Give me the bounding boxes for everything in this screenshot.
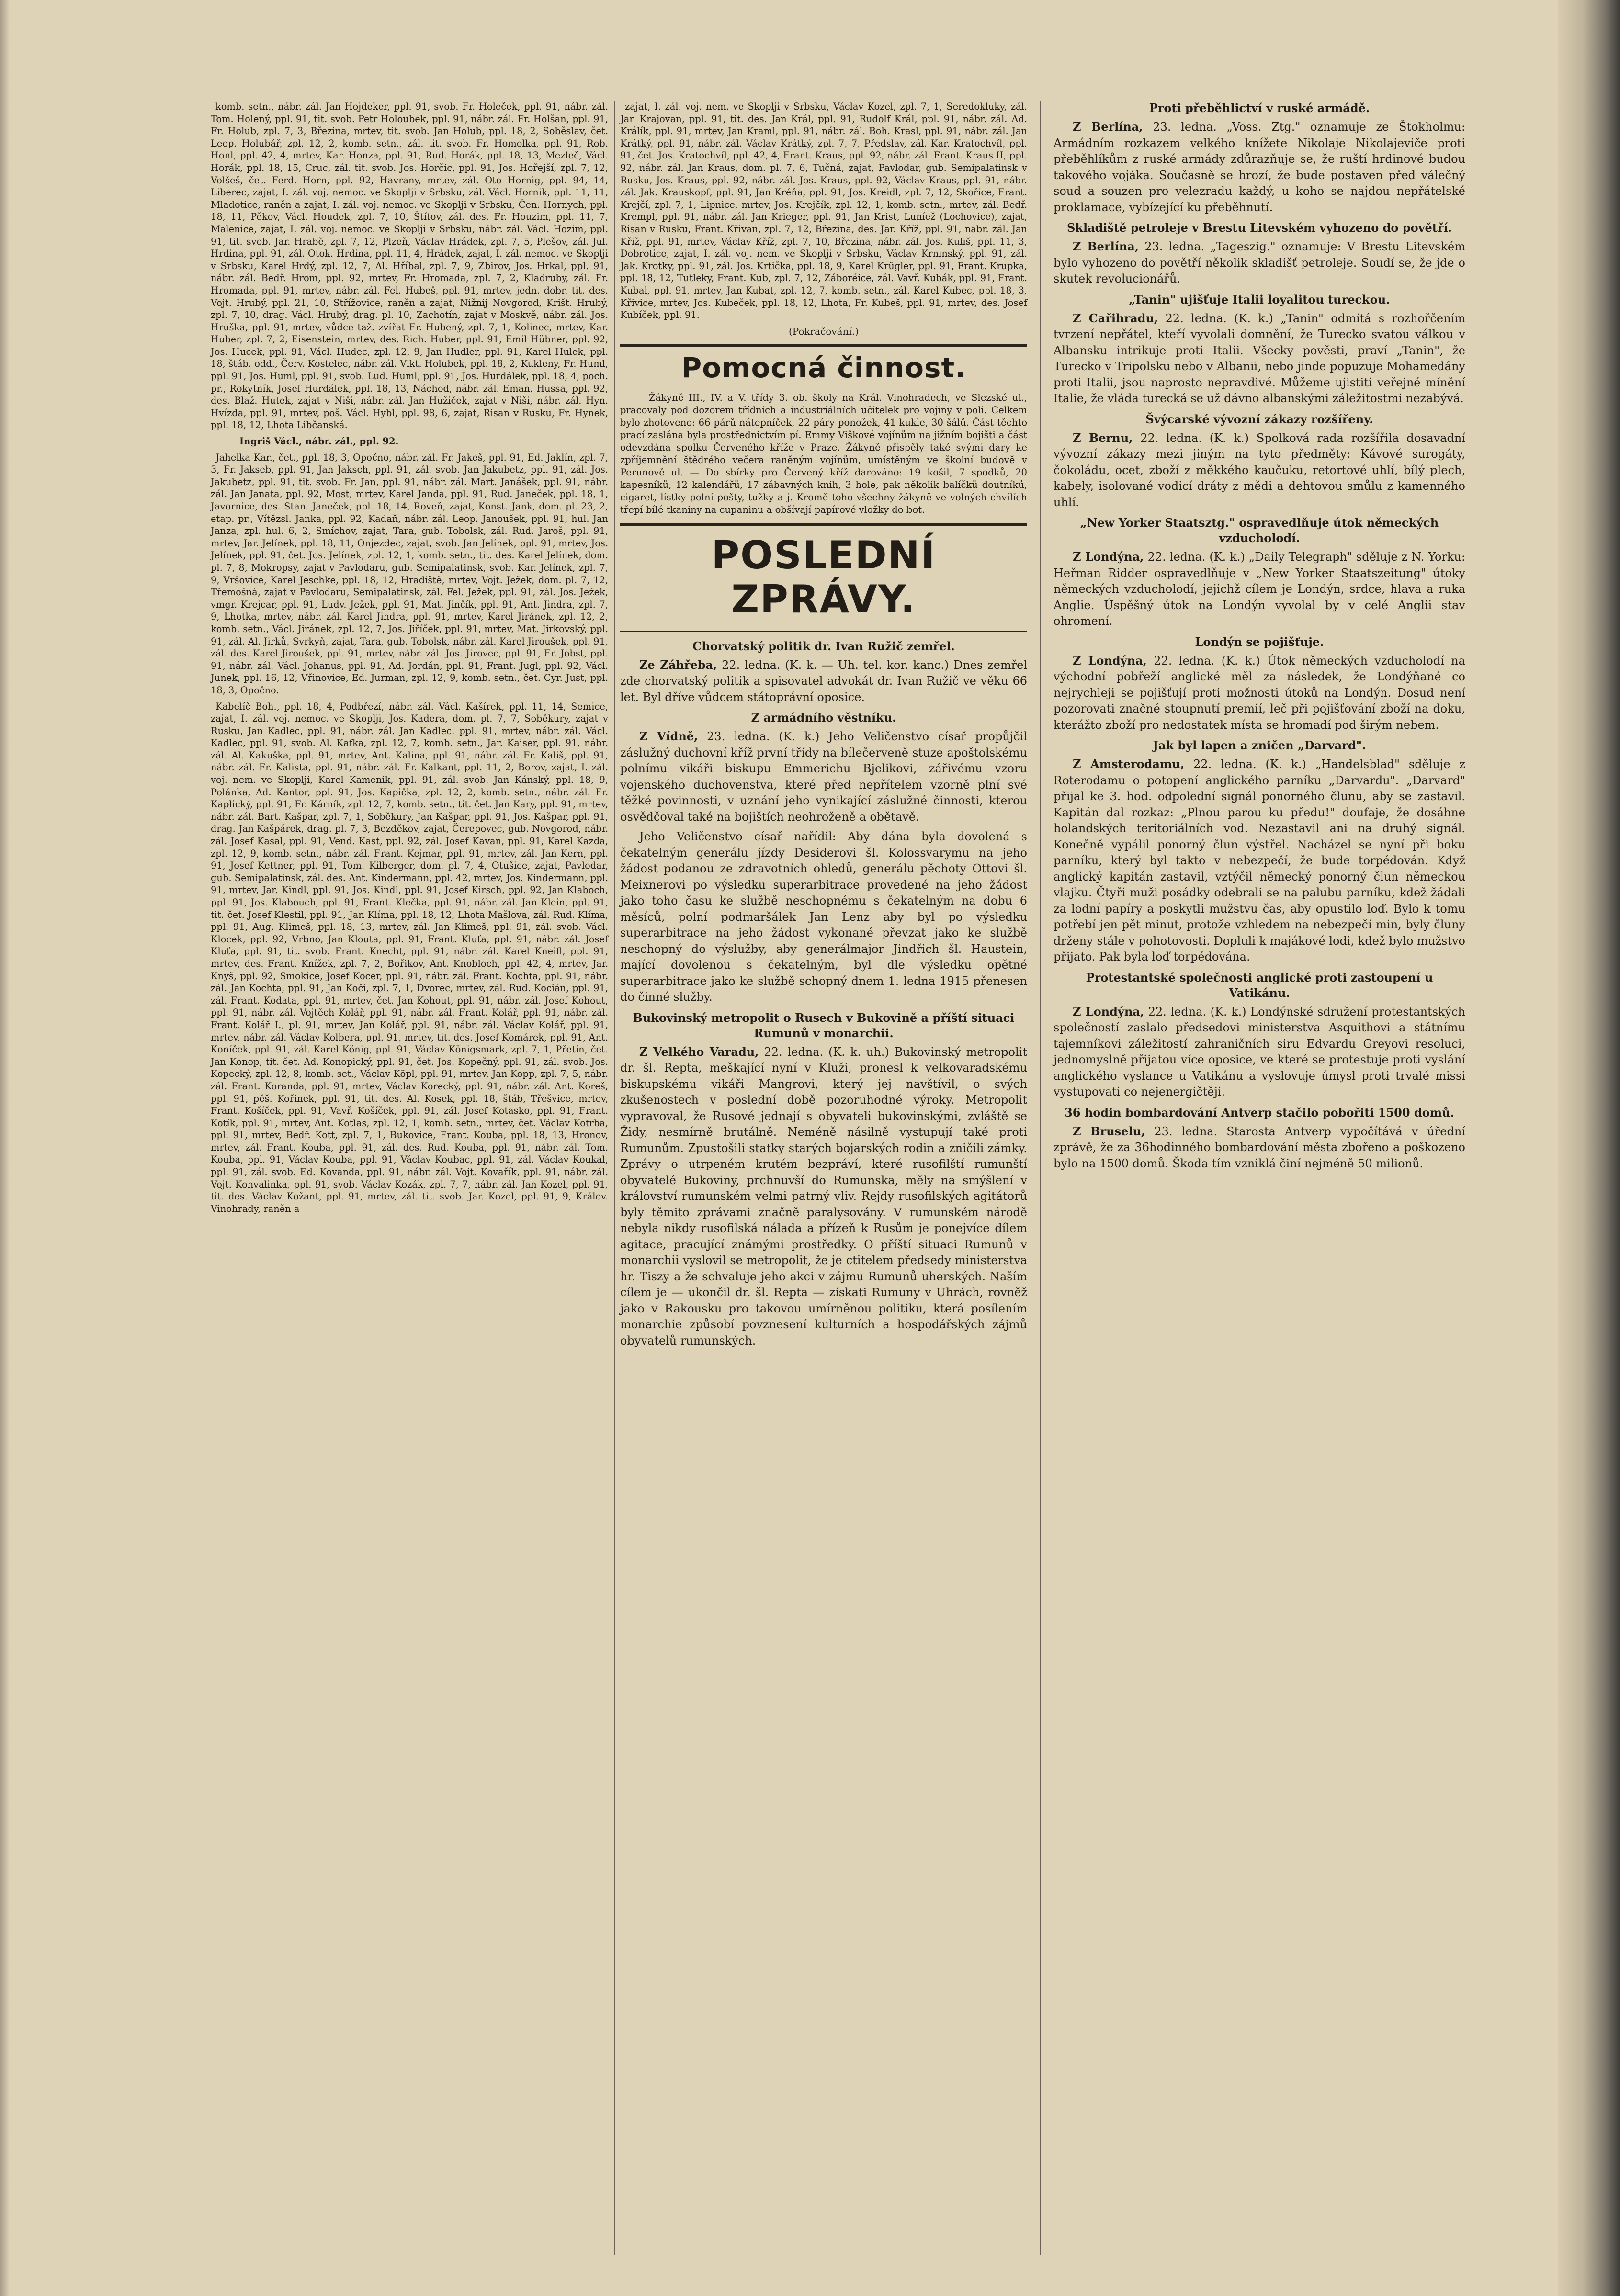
article-heading-newyorker: „New Yorker Staatsztg." ospravedlňuje útok německých vzducholodí. bbox=[1080, 516, 1439, 545]
dateline: Z Cařihradu, bbox=[1073, 311, 1158, 325]
dateline: Z Londýna, bbox=[1073, 550, 1144, 564]
divider-thick bbox=[620, 344, 1027, 347]
article-text-bukovina bbox=[620, 1044, 1027, 1349]
article-heading-londyn: Londýn se pojišťuje. bbox=[1195, 634, 1324, 649]
pomocna-cinnost-title: Pomocná činnost. bbox=[681, 351, 966, 384]
article-text-darvard bbox=[1054, 756, 1465, 965]
article-heading-prebehlictvi: Proti přeběhlictví v ruské armádě. bbox=[1149, 101, 1370, 115]
casualty-list-j: Jahelka Kar., čet., ppl. 18, 3, Opočno, nábr. zál. Fr. Jakeš, ppl. 91, Ed. Jaklín, zpl. 7, 3, Fr. Jakseb, ppl. 91, Jan Jaksch, ppl. 91, zál. svob. Jan Jakubetz, ppl. 91, zál. Jos. Jakubetz, ppl. 91, tit. svob. Fr. Jan, ppl. 91, nábr. zál. Mart. Janášek, ppl. 91, nábr. zál. Jan Janata, ppl. 92, Most, mrtev, Karel Janda, ppl. 91, Rud. Janeček, ppl. 18, 1, Javornice, des. Stan. Janeček, ppl. 18, 14, Roveň, zajat, Konst. Jank, dom. pl. 23, 2, etap. pr., Vítězsl. Janka, ppl. 92, Kadaň, nábr. zál. Leop. Janoušek, ppl. 91, hul. Jan Janza, zpl. hul. 6, 2, Smíchov, zajat, Tara, gub. Tobolsk, zál. Rud. Jaroš, ppl. 91, mrtev, Jar. Jelínek, ppl. 18, 11, Onjezdec, zajat, svob. Jan Jelínek, ppl. 91, mrtev, Jos. Jelínek, ppl. 91, čet. Jos. Jelínek, zpl. 12, 1, komb. setn., tit. des. Karel Jelínek, dom. pl. 7, 8, Mokropsy, zajat v Pavlodaru, gub. Semipalatinsk, svob. Kar. Jelínek, zpl. 7, 9, Vršovice, Karel Jeschke, ppl. 18, 12, Hradiště, mrtev, Vojt. Ježek, dom. pl. 7, 12, Třemošná, zajat v Pavlodaru, Semipalatinsk, zál. Fel. Ježek, ppl. 91, zál. Jos. Ježek, vmgr. Krejcar, ppl. 91, Ludv. Ježek, ppl. 91, Mat. Jinčík, ppl. 91, Ant. Jindra, zpl. 7, 9, Lhotka, mrtev, nábr. zál. Karel Jindra, ppl. 91, mrtev, Karel Jiránek, zpl. 12, 2, komb. setn., Václ. Jiránek, zpl. 12, 7, Jos. Jiříček, ppl. 91, mrtev, Mat. Jirkovský, ppl. 91, zál. Al. Jirků, Svrkyň, zajat, Tara, gub. Tobolsk, nábr. zál. Karel Jiroušek, ppl. 91, zál. des. Karel Jiroušek, ppl. 91, mrtev, nábr. zál. Jos. Jirovec, ppl. 91, Fr. Jobst, ppl. 91, nábr. zál. Václ. Johanus, ppl. 91, Ad. Jordán, ppl. 91, Frant. Jugl, ppl. 92, Václ. Junek, ppl. 16, 12, Vřinovice, Ed. Jurman, zpl. 12, 9, komb. setn., čet. Cyr. Just, ppl. 18, 3, Opočno. bbox=[211, 452, 608, 696]
continuation-note: (Pokračování.) bbox=[789, 325, 859, 337]
article-body: 22. ledna. (K. k. uh.) Bukovinský metropolit dr. šl. Repta, meškající nyní v Kluži, pronesl k velkovaradskému biskupskému vikáři Mangrovi, který jej navštívil, o svých zkušenostech v poslední době pozoruhodné výroky. Metropolit vypravoval, že Rusové jednají s obyvateli bukovinskými, zvláště se Židy, nesmírně brutálně. Neméně násilně vystupují také proti Rumunům. Zpustošili statky starých bojarských rodin a zničili zámky. Zprávy o utrpeném krutém bezpráví, které rusofilští rumunští obyvatelé Bukoviny, prchnuvší do Rumunska, měly na smýšlení v království rumunském velmi patrný vliv. Rejdy rusofilských agitátorů byly těmito zprávami značně paralysovány. V rumunském národě nebyla nikdy rusofilská nálada a přízeň k Rusům je ponejvíce dílem agitace, pracující známými prostředky. O příští situaci Rumunů v monarchii vyslovil se metropolit, že je ctitelem předsedy ministerstva hr. Tiszy a že schvaluje jeho akci v zájmu Rumunů uherských. Naším cílem je — ukončil dr. šl. Repta — získati Rumuny v Uhrách, rovněž jako v Rakousku pro takovou umírněnou politiku, která posílením monarchie způsobí povznesení kulturních a hospodářských zájmů obyvatelů rumunských. bbox=[620, 1045, 1027, 1347]
article-body: 22. ledna. (K. k.) „Daily Telegraph" sděluje z N. Yorku: Heřman Ridder ospravedlňuje v „New Yorker Staatszeitung" útoky německých vzducholodí, jejichž cílem je Londýn, srdce, hlava a ruka Anglie. Úspěšný útok na Londýn vyvolal by v celé Anglii stav ohromení. bbox=[1054, 550, 1465, 628]
dateline: Ze Záhřeba, bbox=[639, 657, 717, 672]
dateline: Z Berlína, bbox=[1073, 239, 1139, 253]
article-text-vestnik-2: Jeho Veličenstvo císař nařídil: Aby dána byla dovolená s čekatelným generálu jízdy Desiderovi šl. Kolossvarymu na jeho žádost podanou ze zdravotních ohledů, generálu pěchoty Ottovi šl. Meixnerovi po výsledku superarbitrace provedené na jeho žádost jako toho času ke službě neschopnému s čekatelným na dobu 6 měsíců, polní podmaršálek Jan Lenz aby byl po výsledku superarbitrace na jeho žádost vykonané převzat jako ke službě neschopný do výslužby, aby generálmajor Jindřich šl. Haustein, mající dovolenou s čekatelným, byl dle výsledku opětné superarbitrace jako ke službě schopný dnem 1. ledna 1915 přenesen do činné služby. bbox=[620, 830, 1027, 1004]
column-divider-1 bbox=[614, 101, 615, 2255]
article-body: 22. ledna. (K. k.) Útok německých vzducholodí na východní pobřeží anglické měl za následek, že Londýňané co nejrychleji se pojišťují proti možnosti útoků na Londýn. Dosud není pozorovati značné stoupnutí premií, leč při pojišťování zboží na doku, kterážto zboží pro nedostatek místa se hromadí pod širým nebem. bbox=[1054, 654, 1465, 732]
page-left-edge bbox=[0, 0, 10, 2296]
article-body: 22. ledna. (K. k. — Uh. tel. kor. kanc.) Dnes zemřel zde chorvatský politik a spisovatel advokát dr. Ivan Ružič ve věku 66 let. Byl dříve vůdcem státoprávní oposice. bbox=[620, 658, 1028, 704]
article-body: 23. ledna. „Voss. Ztg." oznamuje ze Štokholmu: Armádním rozkazem velkého knížete Nikolaje Nikolajeviče proti přeběhlíkům z ruské armády zdůrazňuje se, že ruští hrdinové budou takového vojáka. Současně se hrozí, že bude postaven před válečný soud a souzen pro velezradu každý, u koho se najdou nepřátelské proklamace, vybízející ku přeběhnutí. bbox=[1054, 120, 1465, 214]
dateline: Z Berlína, bbox=[1073, 120, 1143, 134]
dateline: Z Amsterodamu, bbox=[1073, 757, 1185, 771]
article-text-svycarsko bbox=[1054, 430, 1465, 511]
casualty-list-k-continued: zajat, I. zál. voj. nem. ve Skoplji v Srbsku, Václav Kozel, zpl. 7, 1, Seredokluky, zál. Jan Krajovan, ppl. 91, tit. des. Jan Král, ppl. 91, Rudolf Král, ppl. 91, nábr. zál. Ad. Králík, ppl. 91, mrtev, Jan Kraml, ppl. 91, nábr. zál. Boh. Krasl, ppl. 91, nábr. zál. Jan Krátký, ppl. 91, nábr. zál. Václav Krátký, zpl. 7, 7, Předslav, zál. Kar. Kratochvíl, ppl. 91, čet. Jos. Kratochvíl, ppl. 42, 4, Frant. Kraus, ppl. 92, nábr. zál. Frant. Kraus II, ppl. 92, nábr. zál. Jan Kraus, dom. pl. 7, 6, Tučná, zajat, Pavlodar, gub. Semipalatinsk v Rusku, Jos. Kraus, ppl. 92, nábr. zál. Jos. Kraus, ppl. 92, Václav Kraus, ppl. 91, nábr. zál. Jak. Krauskopf, ppl. 91, Jan Kréňa, ppl. 91, Jos. Kreidl, zpl. 7, 12, Skořice, Frant. Krejčí, zpl. 7, 1, Lipnice, mrtev, Jos. Krejčík, zpl. 12, 1, komb. setn., mrtev, zál. Bedř. Krempl, ppl. 91, nábr. zál. Jan Krieger, ppl. 91, Jan Krist, Luníež (Lochovice), zajat, Risan v Rusku, Frant. Křivan, zpl. 7, 12, Březina, des. Jar. Kříž, ppl. 91, nábr. zál. Jan Kříž, ppl. 91, mrtev, Václav Kříž, zpl. 7, 10, Březina, nábr. zál. Jos. Kuliš, ppl. 11, 3, Dobrotice, zajat, I. zál. voj. nem. ve Skoplji v Srbsku, Václav Krninský, ppl. 91, zál. Jak. Krotky, ppl. 91, zál. Jos. Krtička, ppl. 18, 9, Karel Krügler, ppl. 91, Frant. Krupka, ppl. 18, 12, Tutleky, Frant. Kub, zpl. 7, 12, Záboréice, zál. Vavř. Kubák, ppl. 91, Frant. Kubal, ppl. 91, mrtev, Jan Kubat, zpl. 12, 7, komb. setn., zál. Karel Kubec, ppl. 18, 3, Křivice, mrtev, Jos. Kubeček, ppl. 18, 12, Lhota, Fr. Kubeš, ppl. 91, mrtev, des. Josef Kubíček, ppl. 91. bbox=[620, 101, 1027, 321]
article-text-antverpy bbox=[1054, 1123, 1465, 1172]
posledni-zpravy-title: POSLEDNÍ ZPRÁVY. bbox=[711, 532, 936, 622]
dateline: Z Velkého Varadu, bbox=[639, 1044, 759, 1059]
dateline: Z Bruselu, bbox=[1073, 1124, 1145, 1138]
pomocna-cinnost-box bbox=[620, 351, 1027, 516]
column-2 bbox=[620, 101, 1027, 1353]
article-heading-svycarsko: Švýcarské vývozní zákazy rozšířeny. bbox=[1145, 412, 1373, 426]
article-body: 23. ledna. „Tageszig." oznamuje: V Brestu Litevském bylo vyhozeno do povětří několik skladišť petroleje. Soudí se, že jde o skutek revolucionářů. bbox=[1054, 240, 1465, 285]
article-text-brest bbox=[1054, 238, 1465, 287]
casualty-list-i: Ingriš Václ., nábr. zál., ppl. 92. bbox=[239, 436, 399, 447]
article-body: 23. ledna. (K. k.) Jeho Veličenstvo císař propůjčil záslužný duchovní kříž první třídy na bílečerveně stuze apoštolskému polnímu vikáři biskupu Emmerichu Bjelikovi, zářivému vzoru vojenského duchovenstva, které před nepřítelem vzorně plní své těžké povinnosti, v uznání jeho vynikající záslužné činnosti, kterou osvědčoval také na bojištích neohroženě a obětavě. bbox=[620, 730, 1027, 824]
dateline: Z Bernu, bbox=[1073, 430, 1133, 445]
article-text-vatikan bbox=[1054, 1004, 1465, 1100]
article-heading-bukovina: Bukovinský metropolit o Rusech v Bukovině a příští situaci Rumunů v monarchii. bbox=[633, 1010, 1015, 1040]
column-3 bbox=[1054, 101, 1465, 1176]
article-heading-ruzic: Chorvatský politik dr. Ivan Ružič zemřel. bbox=[692, 639, 955, 653]
article-body: 22. ledna. (K. k.) „Handelsblad" sděluje z Roterodamu o potopení anglického parníku „Darvardu". „Darvard" přijal ke 3. hod. odpolední signál ponorného člunu, aby se zastavil. Kapitán dal rozkaz: „Plnou parou ku předu!" doufaje, že dosáhne holandských teritoriálních vod. Nezastavil ani na druhý signál. Konečně vypálil ponorný člun výstřel. Nacházel se nyní při boku parníku, který byl takto v nebezpečí, že bude torpédován. Když anglický kapitán zastavil, vztýčil německý ponorný člun německou vlajku. Čtyři muži posádky odebrali se na palubu parníku, kdež žádali za lodní papíry a poskytli mužstvu čas, aby opustilo loď. Bylo k tomu potřebí jen pět minut, protože vzhledem na nebezpečí min, byly čluny drženy stále v pohotovosti. Dopluli k majákové lodi, kdež bylo mužstvo přijato. Pak byla loď torpédována. bbox=[1054, 758, 1465, 963]
article-text-vestnik bbox=[620, 728, 1027, 825]
article-text-prebehlictvi bbox=[1054, 119, 1465, 215]
article-body: 22. ledna. (K. k.) „Tanin" odmítá s rozhořčením tvrzení nepřátel, kteří vyvolali domnění, že Turecko svatou válkou v Albansku intrikuje proti Italii. Všecky pověsti, praví „Tanin", že Turecko v Tripolsku nebo v Albanii, nebo jinde popuzuje Mohamedány proti Italii, jsou naprosto nepravdivé. Můžeme ujistiti veřejné mínění Italie, že vláda turecká se už dávno albanskými záležitostmi nezabývá. bbox=[1054, 311, 1465, 405]
article-heading-vatikan: Protestantské společnosti anglické proti zastoupení u Vatikánu. bbox=[1086, 970, 1433, 1000]
article-text-londyn bbox=[1054, 653, 1465, 734]
casualty-list-k: Kabelíč Boh., ppl. 18, 4, Podbřezí, nábr. zál. Václ. Kašírek, ppl. 11, 14, Semice, zajat, I. zál. voj. nemoc. ve Skoplji, Jos. Kadera, dom. pl. 7, 7, Soběkury, zajat v Rusku, Jan Kadlec, ppl. 91, nábr. zál. Jan Kadlec, ppl. 91, mrtev, nábr. zál. Václ. Kadlec, ppl. 91, svob. Al. Kafka, zpl. 12, 7, komb. setn., Jar. Kaiser, ppl. 91, nábr. zál. Al. Kakuška, ppl. 91, mrtev, Ant. Kalina, ppl. 91, nábr. zál. Fr. Kališ, ppl. 91, nábr. zál. Fr. Kalista, ppl. 91, nábr. zál. Fr. Kalkant, ppl. 11, 2, Borov, zajat, I. zál. voj. nem. ve Skoplji, Karel Kamenik, ppl. 91, zál. svob. Jan Kánský, ppl. 18, 9, Polánka, Ad. Kantor, ppl. 91, Jos. Kapička, zpl. 12, 2, komb. setn., nábr. zál. Fr. Kaplický, ppl. 91, Fr. Kárník, zpl. 12, 7, komb. setn., tit. čet. Jan Kary, ppl. 91, mrtev, nábr. zál. Bart. Kašpar, zpl. 7, 1, Soběkury, Jan Kašpar, ppl. 91, Jos. Kašpar, ppl. 91, drag. Jan Kašpárek, drag. pl. 7, 3, Bezděkov, zajat, Čerepovec, gub. Novgorod, nábr. zál. Josef Kasal, ppl. 91, Vend. Kast, ppl. 92, zál. Josef Kavan, ppl. 91, Karel Kazda, zpl. 12, 9, komb. setn., nábr. zál. Frant. Kejmar, ppl. 91, mrtev, zál. Jan Kern, ppl. 91, Josef Kettner, ppl. 91, Tom. Kilberger, dom. pl. 7, 4, Otušice, zajat, Pavlodar, gub. Semipalatinsk, zál. des. Ant. Kindermann, ppl. 42, mrtev, Jos. Kindermann, ppl. 91, mrtev, Jar. Kindl, ppl. 91, Jos. Kindl, ppl. 91, Josef Kirsch, ppl. 92, Jan Klaboch, ppl. 91, Jos. Klabouch, ppl. 91, Frant. Klečka, ppl. 91, nábr. zál. Jan Klein, ppl. 91, tit. čet. Josef Klestil, ppl. 91, Jan Klíma, ppl. 18, 12, Lhota Mašlova, zál. Rud. Klíma, ppl. 91, Aug. Klimeš, ppl. 18, 13, mrtev, zál. Jan Klimeš, ppl. 91, zál. svob. Václ. Klocek, ppl. 92, Vrbno, Jan Klouta, ppl. 91, Frant. Kluťa, ppl. 91, nábr. zál. Josef Kluťa, ppl. 91, tit. svob. Frant. Knecht, ppl. 91, nábr. zál. Karel Kneifl, ppl. 91, mrtev, des. Frant. Knížek, zpl. 7, 2, Bořikov, Ant. Knobloch, ppl. 42, 4, mrtev, Jar. Knyš, ppl. 92, Smokice, Josef Kocer, ppl. 91, nábr. zál. Frant. Kochta, ppl. 91, nábr. zál. Jan Kochta, ppl. 91, Jan Kočí, zpl. 7, 1, Dvorec, mrtev, zál. Rud. Kocián, ppl. 91, zál. Frant. Kodata, ppl. 91, mrtev, čet. Jan Kohout, ppl. 91, nábr. zál. Josef Kohout, ppl. 91, nábr. zál. Vojtěch Kolář, ppl. 91, nábr. zál. Frant. Kolář, ppl. 91, nábr. zál. Frant. Kolář I., pl. 91, mrtev, Jan Kolář, ppl. 91, nábr. zál. Václav Kolář, ppl. 91, mrtev, nábr. zál. Václav Kolbera, ppl. 91, mrtev, tit. des. Josef Komárek, ppl. 91, Ant. Koníček, ppl. 91, zál. Karel König, ppl. 91, Václav Königsmark, zpl. 7, 1, Přetín, čet. Jan Konop, tit. čet. Ad. Konopický, ppl. 91, čet. Jos. Kopečný, ppl. 91, zál. svob. Jos. Kopecký, zpl. 12, 8, komb. set., Václav Köpl, ppl. 91, mrtev, Jan Kopp, zpl. 7, 5, nábr. zál. Frant. Koranda, ppl. 91, mrtev, Václav Korecký, ppl. 91, nábr. zál. Ant. Koreš, ppl. 91, pěš. Kořinek, ppl. 91, tit. des. Al. Kosek, ppl. 18, štáb, Třešvice, mrtev, Frant. Košíček, ppl. 91, Vavř. Košíček, ppl. 91, zál. Josef Kotasko, ppl. 91, Frant. Kotík, ppl. 91, mrtev, Ant. Kotlas, zpl. 12, 1, komb. setn., mrtev, čet. Václav Kotrba, ppl. 91, mrtev, Bedř. Kott, zpl. 7, 1, Bukovice, Frant. Kouba, ppl. 18, 13, Hronov, mrtev, zál. Frant. Kouba, ppl. 91, zál. des. Rud. Kouba, ppl. 91, nábr. zál. Tom. Kouba, ppl. 91, Václav Kouba, ppl. 91, Václav Koubac, ppl. 91, zál. Václav Koukal, ppl. 91, zál. svob. Ed. Kovanda, ppl. 91, nábr. zál. Vojt. Kovařík, ppl. 91, nábr. zál. Vojt. Konvalinka, ppl. 91, svob. Václav Kozák, zpl. 7, 7, nábr. zál. Jan Kozel, ppl. 91, tit. des. Václav Kožant, ppl. 91, mrtev, zál. tit. svob. Jar. Kozel, ppl. 91, 9, Králov. Vinohrady, raněn a bbox=[211, 701, 608, 1214]
pomocna-cinnost-text: Žákyně III., IV. a V. třídy 3. ob. školy na Král. Vinohradech, ve Slezské ul., pracovaly pod dozorem třídních a industriálních učitelek pro vojíny v poli. Celkem bylo zhotoveno: 66 párů nátepníček, 22 páry ponožek, 41 kukle, 30 šálů. Část těchto prací zaslána byla prostřednictvím pí. Emmy Viškové vojínům na jižním bojišti a část odevzdána spolku Červeného kříže v Praze. Žákyně přispěly také svými dary ke zpříjemnění štědrého večera raněným vojínům, umístěným ve školní budově v Perunově ul. — Do sbírky pro Červený kříž darováno: 19 košil, 7 spodků, 20 kapesníků, 12 kalendářů, 17 zábavných knih, 3 hole, pak několik balíčků doutníků, cigaret, lístky polní pošty, tužky a j. Kromě toho všechny žákyně ve volných chvílích třepí bílé tkaniny na cupaninu a obšívají papírové vložky do bot. bbox=[620, 392, 1027, 515]
article-heading-tanin: „Tanin" ujišťuje Italii loyalitou tureckou. bbox=[1129, 292, 1390, 306]
article-body: 22. ledna. (K. k.) Londýnské sdružení protestantských společností zaslalo předsedovi ministerstva Asquithovi a státnímu tajemníkovi záležitostí zahraničních siru Edvardu Greyovi resoluci, jednomyslně přijatou více oposice, ve které se protestuje proti vyslání anglického vyslance u Vatikánu a vyslovuje úmysl proti trvalé missi vystupovati co nejenergičtěji. bbox=[1054, 1005, 1466, 1098]
dateline: Z Vídně, bbox=[639, 729, 698, 744]
casualty-list-h: komb. setn., nábr. zál. Jan Hojdeker, ppl. 91, svob. Fr. Holeček, ppl. 91, nábr. zál. Tom. Holený, ppl. 91, tit. svob. Petr Holoubek, ppl. 91, nábr. zál. Fr. Holšan, ppl. 91, Fr. Holub, zpl. 7, 3, Březina, mrtev, tit. svob. Jan Holub, ppl. 18, 2, Soběslav, čet. Leop. Holubář, zpl. 12, 2, komb. setn., zál. tit. svob. Fr. Homolka, ppl. 91, Rob. Honl, ppl. 42, 4, mrtev, Kar. Honza, ppl. 91, Rud. Horák, ppl. 18, 13, Mezleč, Václ. Horák, ppl. 18, 15, Cruc, zál. tit. svob. Jos. Horčic, ppl. 91, Jos. Hořejší, zpl. 7, 12, Volšeš, čet. Ferd. Horn, ppl. 92, Havrany, mrtev, zál. Oto Hornig, ppl. 94, 14, Liberec, zajat, I. zál. voj. nemoc. ve Skoplji v Srbsku, zál. Václ. Hornik, ppl. 11, 11, Mladotice, raněn a zajat, I. zál. voj. nemoc. ve Skoplji v Srbsku, Čen. Hornych, ppl. 18, 11, Pěkov, Václ. Houdek, zpl. 7, 10, Štítov, zál. des. Fr. Houzim, ppl. 11, 7, Malenice, zajat, I. zál. voj. nemoc. ve Skoplji v Srbsku, nábr. zál. Václ. Hozim, ppl. 91, tit. svob. Jar. Hrabě, zpl. 7, 12, Plzeň, Václav Hrádek, zpl. 7, 5, Plešov, zál. Jul. Hrdina, ppl. 91, zál. Otok. Hrdina, ppl. 11, 4, Hrádek, zajat, I. zál. nemoc. ve Skoplji v Srbsku, Karel Hrdý, zpl. 12, 7, Al. Hříbal, zpl. 7, 9, Zbirov, Jos. Hrkal, ppl. 91, nábr. zál. Bedř. Hrom, ppl. 92, mrtev, Fr. Hromada, zpl. 7, 2, Kladruby, zál. Fr. Hromada, ppl. 91, mrtev, nábr. zál. Fel. Hubeš, ppl. 91, mrtev, jedn. dobr. tit. des. Vojt. Hrubý, ppl. 21, 10, Střížovice, raněn a zajat, Nižnij Novgorod, Krišt. Hrubý, zpl. 7, 10, drag. Václ. Hrubý, drag. pl. 10, Zachotín, zajat v Moskvě, nábr. zál. Jos. Hruška, ppl. 91, mrtev, vůdce taž. zvířat Fr. Hubený, zpl. 7, 1, Kolinec, mrtev, Kar. Huber, zpl. 7, 2, Eisenstein, mrtev, des. Rich. Huber, ppl. 91, Emil Hübner, ppl. 92, Jos. Hucek, ppl. 91, Václ. Hudec, zpl. 12, 9, Jan Hudler, ppl. 91, Karel Hulek, ppl. 18, štáb. odd., Červ. Kostelec, nábr. zál. Vikt. Holubek, ppl. 18, 2, Kukleny, Fr. Huml, ppl. 91, Jos. Huml, ppl. 91, svob. Lud. Huml, ppl. 91, Jos. Hurdálek, ppl. 18, 4, poch. pr., Rokytník, Josef Hurdálek, ppl. 18, 13, Náchod, nábr. zál. Eman. Hussa, ppl. 92, des. Blaž. Hutek, zajat v Niši, nábr. zál. Jan Hužiček, zajat v Niši, nábr. zál. Hyn. Hvízda, ppl. 91, mrtev, poš. Václ. Hybl, ppl. 98, 6, zajat, Risan v Rusku, Fr. Hynek, ppl. 18, 12, Lhota Libčanská. bbox=[211, 101, 608, 431]
column-1 bbox=[211, 101, 608, 1219]
page-right-edge bbox=[1558, 0, 1620, 2296]
divider-thin bbox=[620, 631, 1027, 632]
article-text-newyorker bbox=[1054, 549, 1465, 630]
column-divider-2 bbox=[1040, 101, 1041, 2255]
article-text-ruzic bbox=[620, 657, 1027, 706]
article-text-tanin bbox=[1054, 310, 1465, 407]
newspaper-page bbox=[192, 101, 1547, 2265]
article-heading-darvard: Jak byl lapen a zničen „Darvard". bbox=[1153, 738, 1366, 752]
divider-thick-2 bbox=[620, 523, 1027, 526]
dateline: Z Londýna, bbox=[1073, 653, 1147, 667]
article-heading-brest: Skladiště petroleje v Brestu Litevském vyhozeno do povětří. bbox=[1067, 221, 1452, 235]
article-body: 23. ledna. Starosta Antverp vypočítává v úřední zprávě, že za 36hodinného bombardování města zbořeno a poškozeno bylo na 1500 domů. Škoda tím vzniklá činí nejméně 50 milionů. bbox=[1054, 1124, 1465, 1170]
article-heading-vestnik: Z armádního věstníku. bbox=[751, 711, 896, 725]
article-body: 22. ledna. (K. k.) Spolková rada rozšířila dosavadní vývozní zákazy mezi jiným na tyto předměty: Kávové surogáty, čokoládu, ocet, zboží z měkkého kaučuku, retortové uhlí, bílý plech, kabely, isolované vodicí dráty z mědi a dehtovou smůlu z kamenného uhlí. bbox=[1054, 431, 1466, 509]
article-heading-antverpy: 36 hodin bombardování Antverp stačilo pobořiti 1500 domů. bbox=[1065, 1105, 1454, 1120]
dateline: Z Londýna, bbox=[1073, 1004, 1144, 1018]
